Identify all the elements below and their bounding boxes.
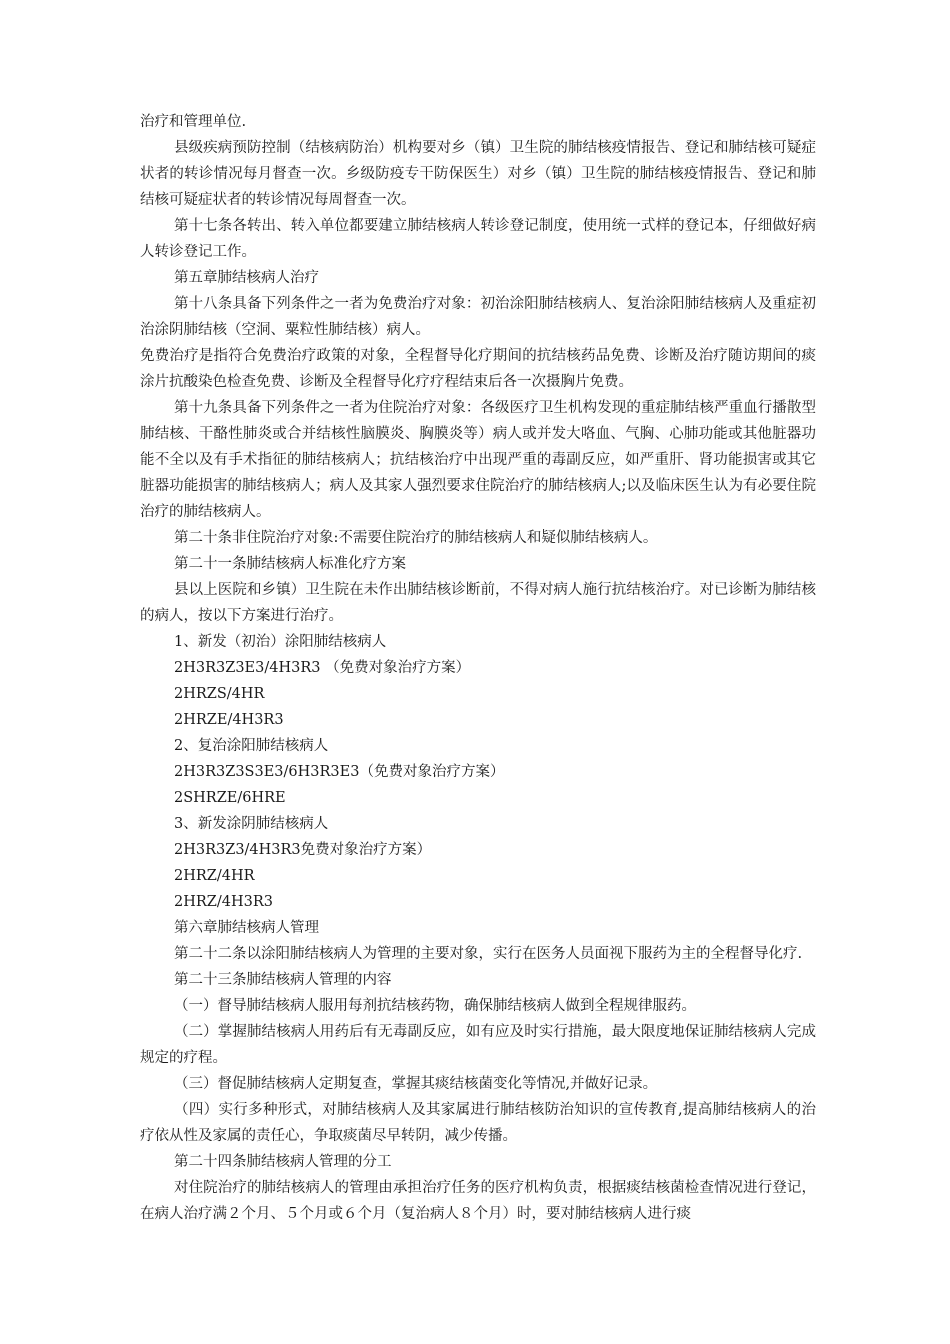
paragraph: 第二十三条肺结核病人管理的内容 — [174, 972, 392, 988]
paragraph: 第二十一条肺结核病人标准化疗方案 — [174, 556, 406, 572]
paragraph: 2HRZS/4HR — [174, 686, 265, 702]
paragraph: 第六章肺结核病人管理 — [174, 920, 319, 936]
paragraph: 第五章肺结核病人治疗 — [174, 270, 319, 286]
paragraph: 2HRZE/4H3R3 — [174, 712, 284, 728]
document-body — [140, 109, 816, 1227]
paragraph: 第二十四条肺结核病人管理的分工 — [174, 1154, 392, 1170]
paragraph: 治疗和管理单位. — [140, 114, 247, 130]
paragraph: 第二十二条以涂阳肺结核病人为管理的主要对象，实行在医务人员面视下服药为主的全程督导化疗. — [174, 946, 803, 962]
paragraph: 免费治疗是指符合免费治疗政策的对象，全程督导化疗期间的抗结核药品免费、诊断及治疗随访期间的痰涂片抗酸染色检查免费、诊断及全程督导化疗疗程结束后各一次摄胸片免费。 — [140, 348, 816, 390]
paragraph: 2H3R3Z3/4H3R3免费对象治疗方案） — [174, 842, 432, 858]
paragraph: 1、新发（初治）涂阳肺结核病人 — [174, 634, 387, 650]
paragraph: （四）实行多种形式，对肺结核病人及其家属进行肺结核防治知识的宣传教育,提高肺结核病人的治疗依从性及家属的责任心，争取痰菌尽早转阴，减少传播。 — [140, 1102, 816, 1144]
paragraph: （一）督导肺结核病人服用每剂抗结核药物，确保肺结核病人做到全程规律服药。 — [174, 998, 696, 1014]
paragraph: 2SHRZE/6HRE — [174, 790, 286, 806]
paragraph: 第十八条具备下列条件之一者为免费治疗对象：初治涂阳肺结核病人、复治涂阳肺结核病人及重症初治涂阴肺结核（空洞、粟粒性肺结核）病人。 — [140, 296, 816, 338]
paragraph: （二）掌握肺结核病人用药后有无毒副反应，如有应及时实行措施，最大限度地保证肺结核病人完成规定的疗程。 — [140, 1024, 816, 1066]
paragraph: 2HRZ/4H3R3 — [174, 894, 273, 910]
paragraph: 第二十条非住院治疗对象:不需要住院治疗的肺结核病人和疑似肺结核病人。 — [174, 530, 658, 546]
paragraph: 第十九条具备下列条件之一者为住院治疗对象：各级医疗卫生机构发现的重症肺结核严重血行播散型肺结核、干酪性肺炎或合并结核性脑膜炎、胸膜炎等）病人或并发大咯血、气胸、心肺功能或其他脏器功能不全以及有手术指征的肺结核病人；抗结核治疗中出现严重的毒副反应，如严重肝、肾功能损害或其它脏器功能损害的肺结核病人；病人及其家人强烈要求住院治疗的肺结核病人;以及临床医生认为有必要住院治疗的肺结核病人。 — [140, 400, 816, 520]
paragraph: 县以上医院和乡镇）卫生院在未作出肺结核诊断前，不得对病人施行抗结核治疗。对已诊断为肺结核的病人，按以下方案进行治疗。 — [140, 582, 816, 624]
paragraph: 2H3R3Z3S3E3/6H3R3E3（免费对象治疗方案） — [174, 764, 505, 780]
paragraph: 2HRZ/4HR — [174, 868, 255, 884]
paragraph: 2H3R3Z3E3/4H3R3 （免费对象治疗方案） — [174, 660, 471, 676]
paragraph: 3、新发涂阴肺结核病人 — [174, 816, 329, 832]
paragraph: 2、复治涂阳肺结核病人 — [174, 738, 329, 754]
paragraph: 第十七条各转出、转入单位都要建立肺结核病人转诊登记制度，使用统一式样的登记本，仔细做好病人转诊登记工作。 — [140, 218, 816, 260]
paragraph: （三）督促肺结核病人定期复查，掌握其痰结核菌变化等情况,并做好记录。 — [174, 1076, 658, 1092]
paragraph: 对住院治疗的肺结核病人的管理由承担治疗任务的医疗机构负责，根据痰结核菌检查情况进行登记，在病人治疗满２个月、５个月或６个月（复治病人８个月）时，要对肺结核病人进行痰 — [140, 1180, 816, 1222]
paragraph: 县级疾病预防控制（结核病防治）机构要对乡（镇）卫生院的肺结核疫情报告、登记和肺结核可疑症状者的转诊情况每月督查一次。乡级防疫专干防保医生）对乡（镇）卫生院的肺结核疫情报告、登记和肺结核可疑症状者的转诊情况每周督查一次。 — [140, 140, 816, 208]
